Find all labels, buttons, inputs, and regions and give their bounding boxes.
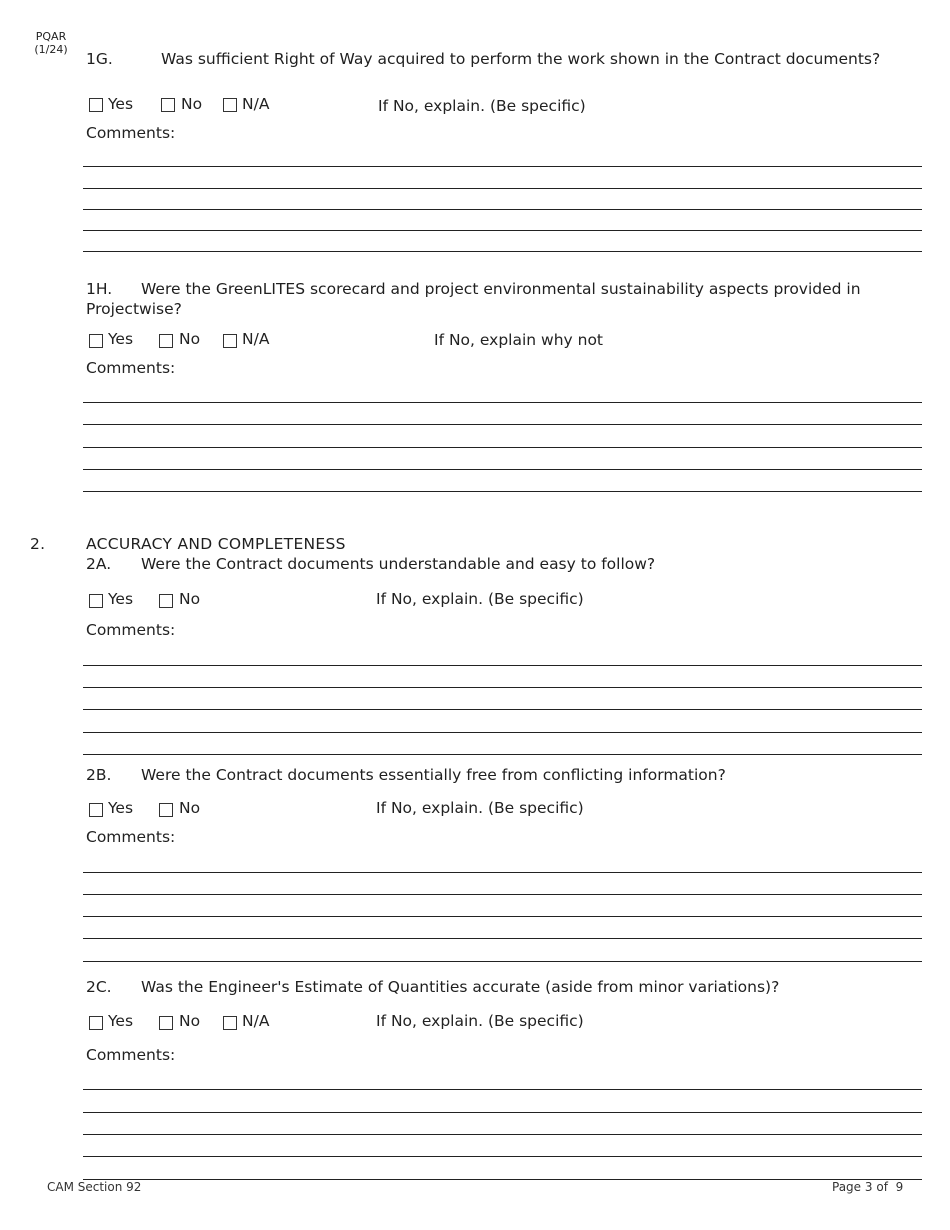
form-code-revision: (1/24) bbox=[34, 43, 68, 56]
no-label-2c: No bbox=[179, 1012, 201, 1030]
page-label: Page bbox=[832, 1180, 862, 1194]
yes-checkbox-2a[interactable] bbox=[89, 594, 103, 608]
question-2c bbox=[86, 978, 779, 996]
yes-checkbox-1g[interactable] bbox=[89, 98, 103, 112]
yes-label-2c: Yes bbox=[108, 1012, 134, 1030]
no-checkbox-2a[interactable] bbox=[159, 594, 173, 608]
comment-line-2a-2[interactable] bbox=[83, 687, 922, 688]
instruction-2c: If No, explain. (Be specific) bbox=[376, 1012, 584, 1030]
comment-line-1g-4[interactable] bbox=[83, 230, 922, 231]
na-checkbox-2c[interactable] bbox=[223, 1016, 237, 1030]
instruction-1g: If No, explain. (Be specific) bbox=[378, 97, 586, 115]
question-number: 2C. bbox=[86, 978, 112, 996]
footer-section: CAM Section 92 bbox=[47, 1180, 142, 1194]
page-number bbox=[832, 1180, 903, 1194]
page-of: of bbox=[876, 1180, 888, 1194]
form-code bbox=[30, 30, 72, 56]
comment-line-1h-1[interactable] bbox=[83, 402, 922, 403]
no-label-2a: No bbox=[179, 590, 201, 608]
question-text: Was sufficient Right of Way acquired to perform the work shown in the Contract documents? bbox=[161, 50, 881, 68]
section-number: 2. bbox=[30, 535, 46, 553]
na-label-2c: N/A bbox=[242, 1012, 270, 1030]
no-label-1h: No bbox=[179, 330, 201, 348]
question-text-line1: Were the GreenLITES scorecard and project environmental sustainability aspects provided in bbox=[141, 280, 861, 298]
no-label-2b: No bbox=[179, 799, 201, 817]
comments-label-1h: Comments: bbox=[86, 359, 176, 377]
question-1g bbox=[86, 50, 880, 68]
no-checkbox-1g[interactable] bbox=[161, 98, 175, 112]
section-title: ACCURACY AND COMPLETENESS bbox=[86, 535, 346, 553]
comment-line-2c-2[interactable] bbox=[83, 1112, 922, 1113]
comment-line-2a-3[interactable] bbox=[83, 709, 922, 710]
comment-line-1h-5[interactable] bbox=[83, 491, 922, 492]
comment-line-2c-4[interactable] bbox=[83, 1156, 922, 1157]
comment-line-2b-4[interactable] bbox=[83, 938, 922, 939]
comment-line-2b-3[interactable] bbox=[83, 916, 922, 917]
page-current: 3 bbox=[864, 1180, 873, 1194]
yes-label-1h: Yes bbox=[108, 330, 134, 348]
comment-line-1h-4[interactable] bbox=[83, 469, 922, 470]
comment-line-1g-3[interactable] bbox=[83, 209, 922, 210]
form-code-name: PQAR bbox=[35, 30, 67, 43]
comment-line-2c-5[interactable] bbox=[83, 1179, 922, 1180]
comment-line-2a-5[interactable] bbox=[83, 754, 922, 755]
question-number: 1H. bbox=[86, 280, 113, 298]
comment-line-1g-2[interactable] bbox=[83, 188, 922, 189]
comment-line-1g-1[interactable] bbox=[83, 166, 922, 167]
question-text: Were the Contract documents understandable and easy to follow? bbox=[141, 555, 656, 573]
comment-line-2b-5[interactable] bbox=[83, 961, 922, 962]
question-text: Was the Engineer's Estimate of Quantities accurate (aside from minor variations)? bbox=[141, 978, 780, 996]
instruction-2a: If No, explain. (Be specific) bbox=[376, 590, 584, 608]
no-label-1g: No bbox=[181, 95, 203, 113]
comment-line-2b-1[interactable] bbox=[83, 872, 922, 873]
page-total: 9 bbox=[895, 1180, 904, 1194]
na-checkbox-1h[interactable] bbox=[223, 334, 237, 348]
no-checkbox-2c[interactable] bbox=[159, 1016, 173, 1030]
question-2a bbox=[86, 555, 655, 573]
comment-line-2a-1[interactable] bbox=[83, 665, 922, 666]
na-checkbox-1g[interactable] bbox=[223, 98, 237, 112]
comment-line-2a-4[interactable] bbox=[83, 732, 922, 733]
comments-label-2a: Comments: bbox=[86, 621, 176, 639]
comment-line-1h-2[interactable] bbox=[83, 424, 922, 425]
comment-line-1g-5[interactable] bbox=[83, 251, 922, 252]
yes-label-2a: Yes bbox=[108, 590, 134, 608]
no-checkbox-1h[interactable] bbox=[159, 334, 173, 348]
na-label-1h: N/A bbox=[242, 330, 270, 348]
question-2b bbox=[86, 766, 726, 784]
comment-line-2c-1[interactable] bbox=[83, 1089, 922, 1090]
no-checkbox-2b[interactable] bbox=[159, 803, 173, 817]
yes-checkbox-2c[interactable] bbox=[89, 1016, 103, 1030]
comment-line-1h-3[interactable] bbox=[83, 447, 922, 448]
comments-label-2c: Comments: bbox=[86, 1046, 176, 1064]
question-number: 2B. bbox=[86, 766, 112, 784]
question-text: Were the Contract documents essentially free from conflicting information? bbox=[141, 766, 726, 784]
instruction-1h: If No, explain why not bbox=[434, 331, 604, 349]
question-1h bbox=[86, 280, 861, 298]
na-label-1g: N/A bbox=[242, 95, 270, 113]
question-number: 2A. bbox=[86, 555, 112, 573]
yes-label-1g: Yes bbox=[108, 95, 134, 113]
yes-label-2b: Yes bbox=[108, 799, 134, 817]
instruction-2b: If No, explain. (Be specific) bbox=[376, 799, 584, 817]
yes-checkbox-1h[interactable] bbox=[89, 334, 103, 348]
question-number: 1G. bbox=[86, 50, 113, 68]
question-1h-cont: Projectwise? bbox=[86, 300, 182, 318]
comment-line-2b-2[interactable] bbox=[83, 894, 922, 895]
comments-label-2b: Comments: bbox=[86, 828, 176, 846]
comments-label-1g: Comments: bbox=[86, 124, 176, 142]
comment-line-2c-3[interactable] bbox=[83, 1134, 922, 1135]
yes-checkbox-2b[interactable] bbox=[89, 803, 103, 817]
